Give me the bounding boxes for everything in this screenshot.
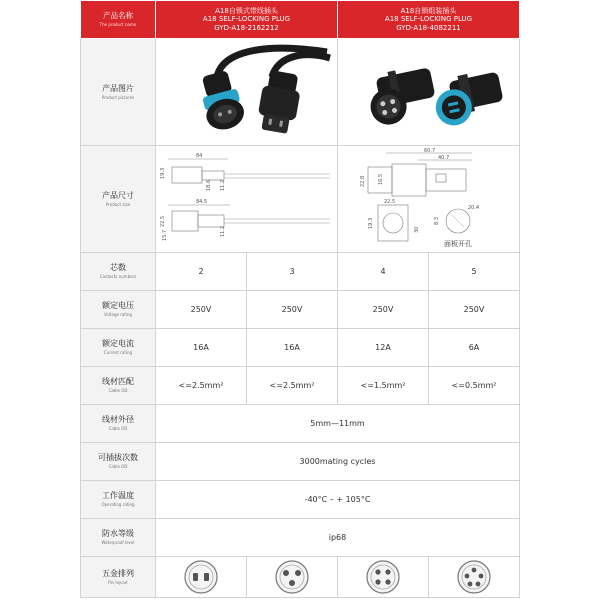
product2-line3: GYD-A18-4082211	[396, 23, 461, 32]
row-waterproof	[81, 519, 520, 557]
pin-layout-2-icon	[183, 559, 219, 595]
product2-name-cell	[338, 1, 520, 39]
pictures-label-zh: 产品图片	[102, 83, 134, 93]
dim-22-5-right: 22.5	[383, 199, 395, 205]
pin-layout-5-cell	[429, 557, 520, 598]
contacts-label-en: Contacts numbers	[99, 274, 137, 279]
temp-value: -40°C – + 105°C	[156, 481, 520, 519]
wire-label-en: Cable OD	[108, 388, 128, 393]
pin-layout-5-icon	[456, 559, 492, 595]
contacts-value: 3	[247, 253, 338, 291]
product1-name-cell	[156, 1, 338, 39]
od-label-zh: 线材外径	[102, 415, 134, 424]
drawing-left-icon	[158, 147, 336, 251]
row-cycles	[81, 443, 520, 481]
od-label-cell	[81, 405, 156, 443]
pin-layout-4-cell	[338, 557, 429, 598]
current-value: 16A	[156, 329, 247, 367]
dim-19-3-right: 19.3	[367, 217, 374, 229]
dim-11-2-top: 11.2	[219, 179, 226, 191]
product1-line2: A18 SELF-LOCKING PLUG	[202, 15, 291, 24]
wire-label-cell	[81, 367, 156, 405]
pins-label-zh: 五金排列	[102, 568, 134, 578]
pin-layout-2-cell	[156, 557, 247, 598]
voltage-value: 250V	[338, 291, 429, 329]
waterproof-label-en: Waterproof level	[101, 540, 135, 545]
current-value: 12A	[338, 329, 429, 367]
dim-20-4: 20.4	[467, 205, 479, 211]
row-contacts	[81, 253, 520, 291]
voltage-value: 250V	[247, 291, 338, 329]
product1-drawing-cell	[156, 146, 338, 253]
wire-value: <=0.5mm²	[429, 367, 520, 405]
cycles-label-zh: 可插拔次数	[98, 453, 138, 462]
wire-value: <=2.5mm²	[247, 367, 338, 405]
connector-photo-1-icon	[162, 42, 332, 142]
spec-table	[80, 0, 520, 598]
dim-30: 30	[413, 226, 420, 233]
dim-16-5: 16.5	[377, 173, 384, 185]
header-row	[81, 1, 520, 39]
spec-sheet	[80, 0, 519, 600]
cycles-value: 3000mating cycles	[156, 443, 520, 481]
voltage-label-cell	[81, 291, 156, 329]
product1-line1: A18自锁式带线插头	[215, 6, 278, 15]
dim-22-8: 22.8	[359, 175, 366, 187]
wire-value: <=1.5mm²	[338, 367, 429, 405]
dim-60-7: 60.7	[423, 148, 435, 154]
dim-8-3: 8.3	[433, 217, 440, 225]
row-voltage	[81, 291, 520, 329]
od-value: 5mm—11mm	[156, 405, 520, 443]
pin-layout-3-icon	[274, 559, 310, 595]
size-label-cell	[81, 146, 156, 253]
temp-label-en: Operating rating	[101, 502, 135, 507]
contacts-value: 2	[156, 253, 247, 291]
pins-label-en: Pin layout	[108, 579, 128, 585]
drawing-right-icon	[340, 147, 518, 251]
current-label-cell	[81, 329, 156, 367]
pictures-label-cell	[81, 39, 156, 146]
row-pins	[81, 557, 520, 598]
contacts-value: 5	[429, 253, 520, 291]
temp-label-cell	[81, 481, 156, 519]
wire-value: <=2.5mm²	[156, 367, 247, 405]
voltage-label-zh: 额定电压	[102, 301, 134, 310]
cycles-label-cell	[81, 443, 156, 481]
pins-label-cell	[81, 557, 156, 598]
dim-19-3: 19.3	[159, 167, 166, 179]
product2-line1: A18自锁组装插头	[400, 6, 457, 15]
dim-22-5: 22.5	[159, 215, 166, 227]
pin-layout-4-icon	[365, 559, 401, 595]
current-label-zh: 额定电流	[102, 339, 134, 348]
panel-cutout-label: 面板开孔	[443, 240, 472, 248]
dim-84-5: 84.5	[195, 199, 207, 205]
pictures-label-en: Product pictures	[101, 94, 135, 100]
row-cable-od	[81, 405, 520, 443]
pictures-row	[81, 39, 520, 146]
wire-label-zh: 线材匹配	[102, 377, 134, 386]
voltage-value: 250V	[156, 291, 247, 329]
connector-photo-2-icon	[344, 42, 514, 142]
temp-label-zh: 工作温度	[102, 491, 134, 500]
pin-layout-3-cell	[247, 557, 338, 598]
od-label-en: Cable OD	[108, 426, 128, 431]
contacts-label-cell	[81, 253, 156, 291]
product1-line3: GYD-A18-2162212	[214, 23, 279, 32]
product2-line2: A18 SELF-LOCKING PLUG	[384, 15, 473, 24]
product2-picture-cell	[338, 39, 520, 146]
current-value: 6A	[429, 329, 520, 367]
dim-84: 84	[195, 153, 202, 159]
size-label-en: Product size	[105, 201, 131, 207]
dim-15-7: 15.7	[161, 229, 168, 241]
size-row	[81, 146, 520, 253]
size-label-zh: 产品尺寸	[102, 190, 134, 200]
voltage-value: 250V	[429, 291, 520, 329]
current-label-en: Current rating	[103, 350, 133, 355]
dim-11-2-bottom: 11.2	[219, 225, 226, 237]
product1-picture-cell	[156, 39, 338, 146]
header-label-cell	[81, 1, 156, 39]
row-current	[81, 329, 520, 367]
row-temp	[81, 481, 520, 519]
voltage-label-en: Voltage rating	[103, 312, 133, 317]
product2-drawing-cell	[338, 146, 520, 253]
contacts-label-zh: 芯数	[110, 263, 126, 272]
row-wire	[81, 367, 520, 405]
header-label-en: The product name	[99, 22, 137, 27]
header-label-zh: 产品名称	[103, 11, 133, 20]
waterproof-label-cell	[81, 519, 156, 557]
waterproof-value: ip68	[156, 519, 520, 557]
current-value: 16A	[247, 329, 338, 367]
contacts-value: 4	[338, 253, 429, 291]
dim-18-6: 18.6	[205, 179, 212, 191]
dim-40-7: 40.7	[437, 155, 449, 161]
waterproof-label-zh: 防水等级	[102, 529, 134, 538]
cycles-label-en: Cable OD	[108, 464, 128, 469]
